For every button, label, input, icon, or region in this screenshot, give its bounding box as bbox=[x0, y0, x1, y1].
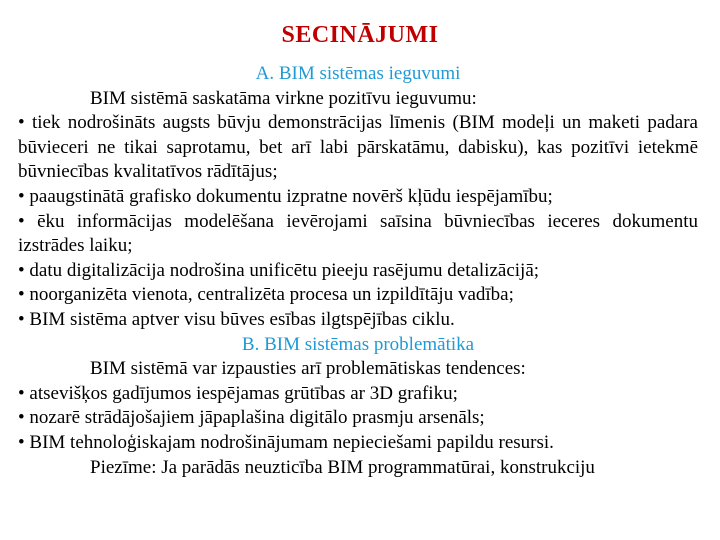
section-a-intro: BIM sistēmā saskatāma virkne pozitīvu ieguvumu: bbox=[90, 87, 477, 109]
section-a-heading: A. BIM sistēmas ieguvumi bbox=[255, 63, 461, 84]
section-b-bullet: • BIM tehnoloģiskajam nodrošinājumam nepieciešami papildu resursi. bbox=[18, 431, 554, 453]
section-b-bullet: • atsevišķos gadījumos iespējamas grūtības ar 3D grafiku; bbox=[18, 382, 458, 404]
slide-title: SECINĀJUMI bbox=[281, 22, 439, 48]
section-a-bullet: • ēku informācijas modelēšana ievērojami saīsina būvniecības ieceres dokumentu izstrādes laiku; bbox=[18, 210, 698, 257]
section-a-bullet: • paaugstinātā grafisko dokumentu izpratne novērš kļūdu iespējamību; bbox=[18, 185, 553, 207]
section-b-bullet: • nozarē strādājošajiem jāpaplašina digitālo prasmju arsenāls; bbox=[18, 407, 485, 429]
section-a-bullet: • BIM sistēma aptver visu būves esības ilgtspējības ciklu. bbox=[18, 308, 455, 330]
section-a-bullet: • datu digitalizācija nodrošina unificētu pieeju rasējumu detalizācijā; bbox=[18, 259, 540, 281]
section-b-heading: B. BIM sistēmas problemātika bbox=[241, 333, 475, 355]
section-b-note: Piezīme: Ja parādās neuzticība BIM programmatūrai, konstrukciju bbox=[90, 456, 595, 478]
section-a-bullet: • noorganizēta vienota, centralizēta procesa un izpildītāju vadība; bbox=[18, 284, 514, 306]
section-a-bullet: • tiek nodrošināts augsts būvju demonstrācijas līmenis (BIM modeļi un maketi padara būvieceri ne tikai saprotamu, bet arī labi pārskatāmu, dabisku), kas pozitīvi ietekmē būvniecības kvalitatīvos rādītājus; bbox=[18, 112, 698, 183]
section-b-intro: BIM sistēmā var izpausties arī problemātiskas tendences: bbox=[90, 358, 526, 380]
slide-content bbox=[18, 62, 698, 480]
